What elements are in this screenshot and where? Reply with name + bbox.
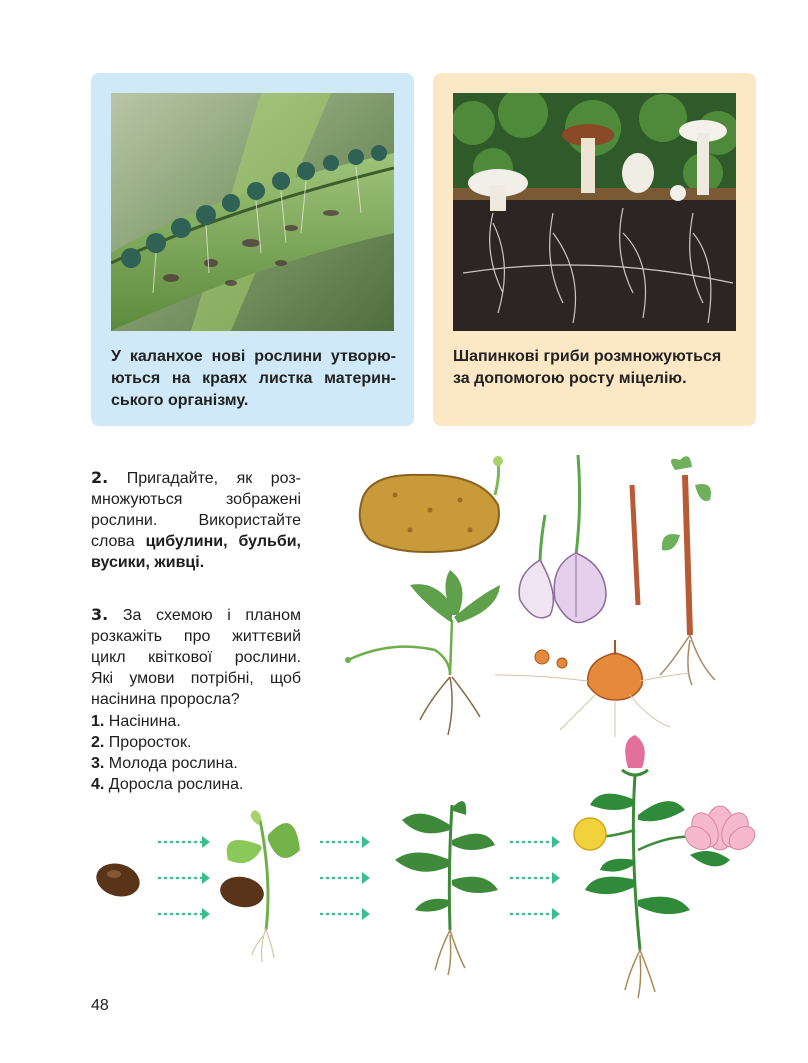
mushroom-card <box>433 73 756 426</box>
task-2 <box>91 467 301 573</box>
task-line <box>91 467 301 489</box>
list-text: Проросток. <box>108 734 192 751</box>
propagation-illustrations <box>340 445 760 745</box>
task-number: 3. <box>91 605 109 624</box>
list-text: Молода рослина. <box>108 755 238 772</box>
list-number: 2. <box>91 734 105 751</box>
task-text: Пригадайте, як роз- <box>126 470 301 487</box>
caption-line: за допомогою росту міцелію. <box>453 370 687 387</box>
bold-words: цибулини, бульби, <box>145 533 301 550</box>
young-plant-icon <box>395 801 498 975</box>
caption-line: У каланхое нові рослини утворю- <box>111 348 396 365</box>
mushroom-photo <box>453 93 736 331</box>
caption-line: ються на краях листка материн- <box>111 370 396 387</box>
arrow-icon <box>202 836 210 920</box>
potato-icon <box>360 456 503 552</box>
arrow-icon <box>362 836 370 920</box>
caption-line: Шапинкові гриби розмножуються <box>453 348 722 365</box>
caption-line: ського організму. <box>111 392 249 409</box>
life-cycle-illustration <box>90 730 770 1010</box>
list-number: 1. <box>91 713 105 730</box>
sprout-icon <box>218 810 300 962</box>
page-number: 48 <box>91 997 109 1014</box>
onion-icon <box>495 640 690 737</box>
arrow-icon <box>320 842 362 914</box>
list-number: 4. <box>91 776 105 793</box>
mushroom-caption <box>453 346 738 390</box>
task-line: рослини. Використайте <box>91 512 301 529</box>
task-number: 2. <box>91 468 109 487</box>
task-line: множуються зображені <box>91 491 301 508</box>
seed-icon <box>93 859 144 901</box>
task-line <box>91 604 301 626</box>
bold-words: вусики, живці. <box>91 554 205 571</box>
task-line: цикл квіткової рослини. <box>91 649 301 666</box>
cutting-icon <box>632 456 715 685</box>
kalanchoe-photo <box>111 93 394 331</box>
strawberry-runner-icon <box>345 570 500 735</box>
task-3 <box>91 604 301 710</box>
arrow-icon <box>158 842 202 914</box>
kalanchoe-card <box>91 73 414 426</box>
adult-plant-icon <box>574 735 759 998</box>
arrow-icon <box>552 836 560 920</box>
kalanchoe-caption <box>111 346 396 412</box>
list-text: Доросла рослина. <box>108 776 244 793</box>
task-line <box>91 531 301 552</box>
task-line: розкажіть про життєвий <box>91 628 301 645</box>
list-text: Насінина. <box>108 713 181 730</box>
task-text: За схемою і планом <box>122 607 301 624</box>
task-line: Які умови потрібні, щоб <box>91 670 301 687</box>
task-line: насінина проросла? <box>91 691 240 708</box>
garlic-icon <box>519 455 606 623</box>
task-text: слова <box>91 533 135 550</box>
list-item <box>91 711 243 732</box>
arrow-icon <box>510 842 552 914</box>
list-number: 3. <box>91 755 105 772</box>
